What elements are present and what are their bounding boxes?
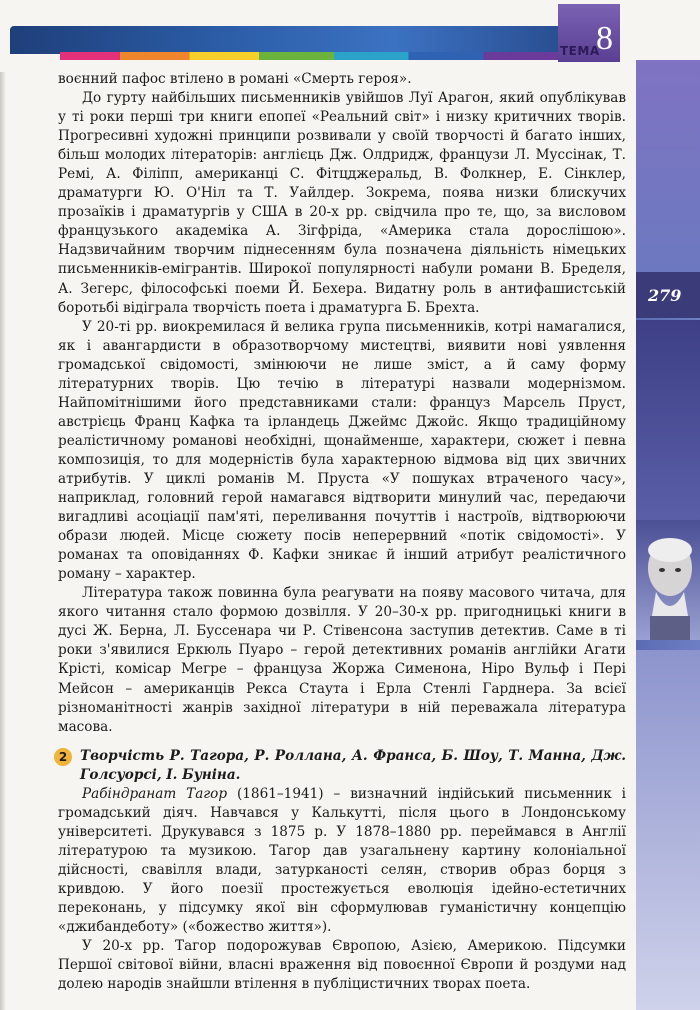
paragraph: До гурту найбільших письменників увійшов Луї Арагон, який опублікував у ті роки перші три книги епопеї «Реальний світ» і низку критичних творів. Прогресивні художні принципи розвивали у своїй творчості й багато інших, більш молодих літераторів: англієць Дж. Олдридж, французи Л. Муссінак, Т. Ремі, А. Філіпп, американці С. Фітцджеральд, В. Фолкнер, Е. Сінклер, драматурги Ю. О'Ніл та Т. Уайлдер. Зокрема, поява низки блискучих прозаїків і драматургів у США в 20-х рр. свідчила про те, що, за висловом французького академіка А. Зігфріда, «Америка стала дорослішою». Надзвичайним творчим піднесенням була позначена діяльність німецьких письменників-емігрантів. Широкої популярності набули романи В. Бределя, А. Зегерс, філософські поеми Й. Бехера. Видатну роль в антифашистській боротьбі відіграла творчість поета і драматурга Б. Брехта.: [58, 90, 626, 316]
portrait-illustration: [636, 520, 700, 640]
paragraph: У 20-х рр. Тагор подорожував Європою, Азією, Америкою. Підсумки Першої світової війни, власні враження від повоєнної Європи й роздуми над долею народів знайшли втілення в публіцистичних творах поета.: [58, 938, 626, 993]
paragraph: Література також повинна була реагувати на появу масового читача, для якого читання стало формою дозвілля. У 20–30-х рр. пригодницькі книги в дусі Ж. Берна, Л. Буссенара чи Р. Стівенсона заступив детектив. Саме в ті роки з'явилися Еркюль Пуаро – герой детективних романів англійки Агати Крісті, комісар Мегре – француза Жоржа Сименона, Ніро Вульф і Пері Мейсон – американців Рекса Стаута і Ерла Стенлі Гарднера. За всієї різноманітності жанрів західної літератури в ній переважала література масова.: [58, 585, 626, 735]
header-rainbow-stripe: [60, 52, 558, 60]
page-number: 279: [648, 286, 682, 305]
page-edge-shadow: [0, 0, 6, 1010]
margin-strip-middle: [636, 320, 700, 530]
topic-number: 8: [596, 20, 613, 57]
section-heading: [58, 747, 626, 785]
paragraph-text: (1861–1941) – визначний індійський письменник і громадський діяч. Навчався у Калькутті, після цього в Лондонському університеті. Друкувався з 1875 р. У 1878–1880 рр. переймався в Англії літературою та музикою. Тагор дав узагальнену картину колоніальної дійсності, свавілля влади, затурканості селян, створив образ борця з кривдою. У його поезії простежується еволюція ідейно-естетичних переконань, у підсумку якої він сформулював гуманістичну концепцію «джибандеботу» («божество життя»).: [58, 785, 626, 936]
margin-strip-top: [636, 60, 700, 285]
portrait-icon: [636, 520, 700, 640]
header-blue-band: [10, 26, 558, 54]
section-number-badge: 2: [54, 748, 72, 766]
paragraph: [58, 785, 626, 937]
margin-strip-lower: [636, 650, 700, 1010]
paragraph: У 20-ті рр. виокремилася й велика група письменників, котрі намагалися, як і авангардисти в образотворчому мистецтві, виявити нові уявлення громадської свідомості, змінюючи не лише зміст, а й саму форму літературних творів. Цю течію в літературі назвали модернізмом. Найпомітнішими його представниками стали: француз Марсель Пруст, австрієць Франц Кафка та ірландець Джеймс Джойс. Якщо традиційному реалістичному романові необхідні, щонайменше, характери, сюжет і певна композиція, то для модерністів була характерною відмова від цих звичних атрибутів. У циклі романів М. Пруста «У пошуках втраченого часу», наприклад, головний герой намагався відтворити минулий час, передаючи вигадливі асоціації пам'яті, переливання почуттів і настроїв, відтворюючи образи людей. Місце сюжету посів неперервний «потік свідомості». У романах та оповіданнях Ф. Кафки зникає й інший атрибут реалістичного роману – характер.: [58, 318, 626, 583]
topic-label: ТЕМА: [560, 44, 600, 58]
page-text: [58, 70, 626, 994]
person-name: Рабіндранат Тагор: [82, 785, 228, 802]
section-title: Творчість Р. Тагора, Р. Роллана, А. Франса, Б. Шоу, Т. Манна, Дж. Голсуорсі, І. Буніна.: [80, 747, 626, 783]
paragraph: воєнний пафос втілено в романі «Смерть героя».: [58, 71, 412, 87]
